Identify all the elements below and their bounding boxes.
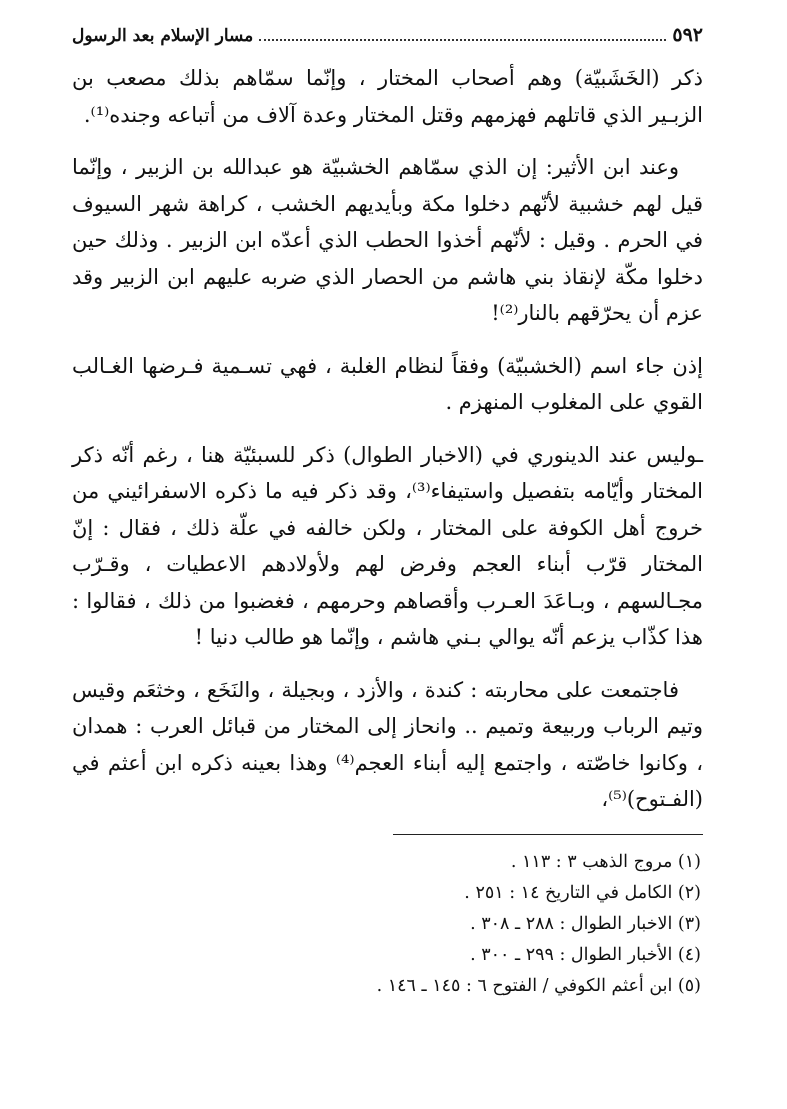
body-text bbox=[72, 60, 703, 818]
page-number: ٥٩٢ bbox=[672, 24, 703, 46]
footnote-separator bbox=[393, 834, 703, 835]
paragraph-1: ذكر (الخَشَبيّة) وهم أصحاب المختار ، وإنّما سمّاهم بذلك مصعب بن الزبـير الذي قاتلهم فهزمهم وقتل المختار وعدة آلاف من أتباعه وجنده⁽¹⁾. bbox=[72, 66, 703, 127]
running-header bbox=[72, 24, 703, 50]
paragraph-5: فاجتمعت على محاربته : كندة ، والأزد ، وبجيلة ، والنَخَع ، وخثعَم وقيس وتيم الرباب وربيعة وتميم .. وانحاز إلى المختار من قبائل العرب : همدان ، وكانوا خاصّته ، واجتمع إليه أبناء العجم⁽⁴⁾ وهذا بعينه ذكره ابن أعثم في (الفـتوح)⁽⁵⁾، bbox=[72, 677, 704, 811]
paragraph-2: وعند ابن الأثير: إن الذي سمّاهم الخشبيّة هو عبدالله بن الزبير ، وإنّما قيل لهم خشبية لأنّهم دخلوا مكة وبأيديهم الخشب ، كراهة شهر السيوف في الحرم . وقيل : لأنّهم أخذوا الحطب الذي أعدّه ابن الزبير . وذلك حين دخلوا مكّة لإنقاذ بني هاشم من الحصار الذي ضربه عليهم ابن الزبير وقد عزم أن يحرّقهم بالنار⁽²⁾! bbox=[72, 155, 703, 325]
paragraph-3: إذن جاء اسم (الخشبيّة) وفقاً لنظام الغلبة ، فهي تسـمية فـرضها الغـالب القوي على المغلوب المنهزم . bbox=[72, 353, 703, 414]
footnotes bbox=[72, 847, 703, 1002]
footnote-5: (٥) ابن أعثم الكوفي / الفتوح ٦ : ١٤٥ ـ ١٤٦ . bbox=[376, 975, 701, 996]
paragraph-4: ـوليس عند الدينوري في (الاخبار الطوال) ذكر للسبئيّة هنا ، رغم أنّه ذكر المختار وأيّامه بتفصيل واستيفاء⁽³⁾، وقد ذكر فيه ما ذكره الاسفرائيني من خروج أهل الكوفة على المختار ، ولكن خالفه في علّة ذلك ، فقال : إنّ المختار قرّب أبناء العجم وفرض لهم ولأولادهم الاعطيات ، وقـرّب مجـالسهم ، وبـاعَدَ العـرب وأقصاهم وحرمهم ، فغضبوا من ذلك ، فقالوا : هذا كذّاب يزعم أنّه يوالي بـني هاشم ، وإنّما هو طالب دنيا ! bbox=[72, 442, 703, 649]
footnote-3: (٣) الاخبار الطوال : ٢٨٨ ـ ٣٠٨ . bbox=[470, 913, 701, 934]
footnote-4: (٤) الأخبار الطوال : ٢٩٩ ـ ٣٠٠ . bbox=[470, 944, 701, 965]
footnote-1: (١) مروج الذهب ٣ : ١١٣ . bbox=[510, 851, 701, 872]
running-title: مسار الإسلام بعد الرسول bbox=[72, 26, 254, 46]
footnote-2: (٢) الكامل في التاريخ ١٤ : ٢٥١ . bbox=[464, 882, 701, 903]
header-dotted-leader bbox=[259, 39, 666, 41]
